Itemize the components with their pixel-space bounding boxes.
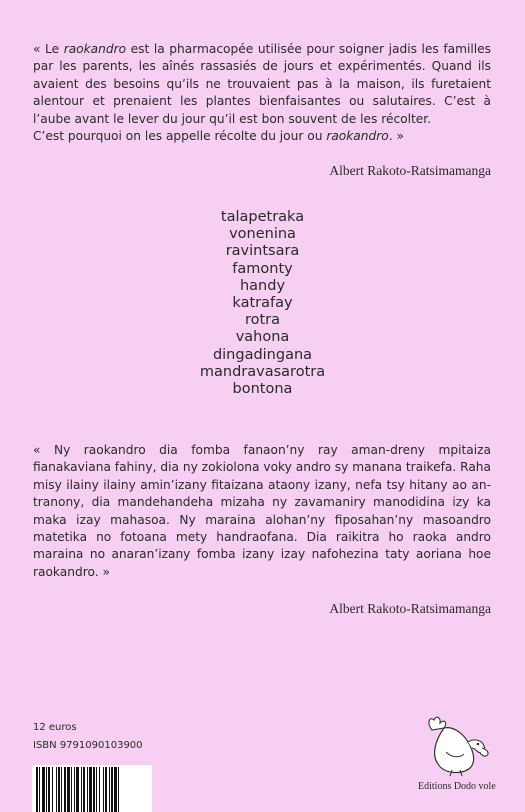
plant-item: dingadingana [212, 346, 313, 363]
price-label: 12 euros [33, 722, 77, 733]
publisher-name: Editions Dodo vole [418, 781, 496, 792]
plant-item: mandravasarotra [199, 363, 326, 380]
plant-item: bontona [232, 381, 293, 398]
barcode-icon [32, 765, 152, 812]
french-quote: « Le raokandro est la pharmacopée utilisée pour soigner jadis les familles par les parents, les aînés rassasiés de jours et expérimentés. Quand ils avaient des besoins qu’ils ne trouvaient pas à la maison, ils furetaient alentour et prenaient les plantes bienfaisantes ou salutaires. C’est à l’aube avant le lever du jour qu’il est bon souvent de les récolter. C’est pourquoi on les appelle récolte du jour ou raokandro. » [33, 42, 491, 144]
plant-item: ravintsara [225, 243, 300, 260]
isbn-label: ISBN 9791090103900 [33, 740, 143, 751]
signature-french: Albert Rakoto-Ratsimamanga [329, 163, 491, 178]
plant-item: katrafay [232, 295, 293, 312]
dodo-bird-icon [422, 712, 494, 782]
plant-item: famonty [232, 260, 293, 277]
plant-item: vahona [235, 329, 290, 346]
plant-item: vonenina [229, 226, 296, 243]
plant-item: handy [239, 277, 286, 294]
plant-item: talapetraka [220, 209, 305, 225]
term-raokandro: raokandro [326, 129, 389, 144]
plant-item: rotra [244, 312, 281, 329]
term-raokandro: raokandro [63, 42, 127, 56]
malagasy-quote: « Ny raokandro dia fomba fanaon’ny ray aman-dreny mpitaiza fianakaviana fahiny, dia ny zokiolona voky andro sy manana traikefa. Raha misy ilainy ilainy amin’izany fitaizana ataony izany, nefa tsy hitany ao an-tranony, dia mandehandeha mizaha ny zavamaniry manodidina izy ka maka izay mahasoa. Ny maraina alohan’ny fiposahan’ny masoandro matetika no fotoana mety handraofana. Dia raikitra ho raoka andro maraina no anaran’izany fomba izany izay nafohezina taty aoriana hoe raokandro. » [33, 443, 491, 579]
signature-malagasy: Albert Rakoto-Ratsimamanga [329, 601, 491, 616]
plant-list [0, 209, 525, 398]
